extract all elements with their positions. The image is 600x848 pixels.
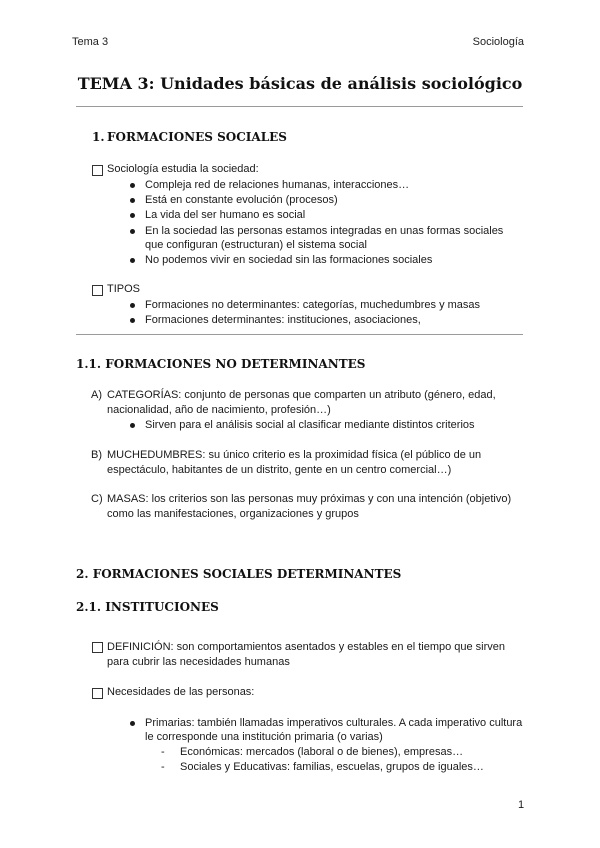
dash-marker: - [161, 761, 165, 773]
list-item: MASAS: los criterios son las personas muy próximas y con una intención (objetivo) [107, 493, 512, 505]
dash-marker: - [161, 746, 165, 758]
page-number: 1 [518, 799, 525, 811]
list-item: Primarias: también llamadas imperativos culturales. A cada imperativo cultura [145, 717, 523, 729]
checkbox-icon[interactable] [92, 642, 103, 653]
section-number: 1. [92, 130, 105, 144]
page-title: TEMA 3: Unidades básicas de análisis sociológico [77, 74, 523, 93]
bullet-icon [130, 258, 135, 263]
checkbox-icon[interactable] [92, 285, 103, 296]
list-item: Sociales y Educativas: familias, escuelas, grupos de iguales… [180, 761, 484, 773]
list-label: TIPOS [107, 283, 141, 295]
checkbox-icon[interactable] [92, 165, 103, 176]
header-right: Sociología [472, 36, 524, 48]
list-marker: B) [91, 449, 102, 461]
section-heading: FORMACIONES SOCIALES [107, 130, 287, 144]
list-item: La vida del ser humano es social [145, 209, 306, 221]
divider [76, 334, 523, 335]
list-item: Sirven para el análisis social al clasificar mediante distintos criterios [145, 419, 475, 431]
bullet-icon [130, 303, 135, 308]
list-item: Económicas: mercados (laboral o de bienes), empresas… [180, 746, 464, 758]
bullet-icon [130, 213, 135, 218]
bullet-icon [130, 721, 135, 726]
section-heading: 2.1. INSTITUCIONES [76, 600, 219, 614]
bullet-icon [130, 229, 135, 234]
list-item: Formaciones no determinantes: categorías, muchedumbres y masas [145, 299, 481, 311]
list-item-continuation: le corresponde una institución primaria (o varias) [145, 731, 383, 743]
checkbox-icon[interactable] [92, 688, 103, 699]
list-marker: A) [91, 389, 102, 401]
list-item-continuation: que configuran (estructuran) el sistema social [145, 239, 367, 251]
bullet-icon [130, 183, 135, 188]
header-left: Tema 3 [72, 36, 109, 48]
list-item-continuation: para cubrir las necesidades humanas [107, 656, 290, 668]
section-heading: 1.1. FORMACIONES NO DETERMINANTES [76, 357, 366, 371]
list-item-continuation: como las manifestaciones, organizaciones y grupos [107, 508, 359, 520]
list-item: CATEGORÍAS: conjunto de personas que comparten un atributo (género, edad, [107, 389, 496, 401]
bullet-icon [130, 423, 135, 428]
list-item-continuation: espectáculo, habitantes de un distrito, gente en un centro comercial…) [107, 464, 452, 476]
bullet-icon [130, 318, 135, 323]
list-item: MUCHEDUMBRES: su único criterio es la proximidad física (el público de un [107, 449, 482, 461]
section-heading: 2. FORMACIONES SOCIALES DETERMINANTES [76, 567, 402, 581]
list-item-continuation: nacionalidad, año de nacimiento, profesión…) [107, 404, 331, 416]
list-marker: C) [91, 493, 103, 505]
bullet-icon [130, 198, 135, 203]
list-item: Compleja red de relaciones humanas, interacciones… [145, 179, 410, 191]
divider [76, 106, 523, 107]
list-item: En la sociedad las personas estamos integradas en unas formas sociales [145, 225, 504, 237]
list-item: DEFINICIÓN: son comportamientos asentados y estables en el tiempo que sirven [107, 641, 506, 653]
list-label: Necesidades de las personas: [107, 686, 255, 698]
list-item: Formaciones determinantes: instituciones, asociaciones, [145, 314, 421, 326]
list-item: No podemos vivir en sociedad sin las formaciones sociales [145, 254, 433, 266]
list-item: Está en constante evolución (procesos) [145, 194, 338, 206]
list-label: Sociología estudia la sociedad: [107, 163, 259, 175]
